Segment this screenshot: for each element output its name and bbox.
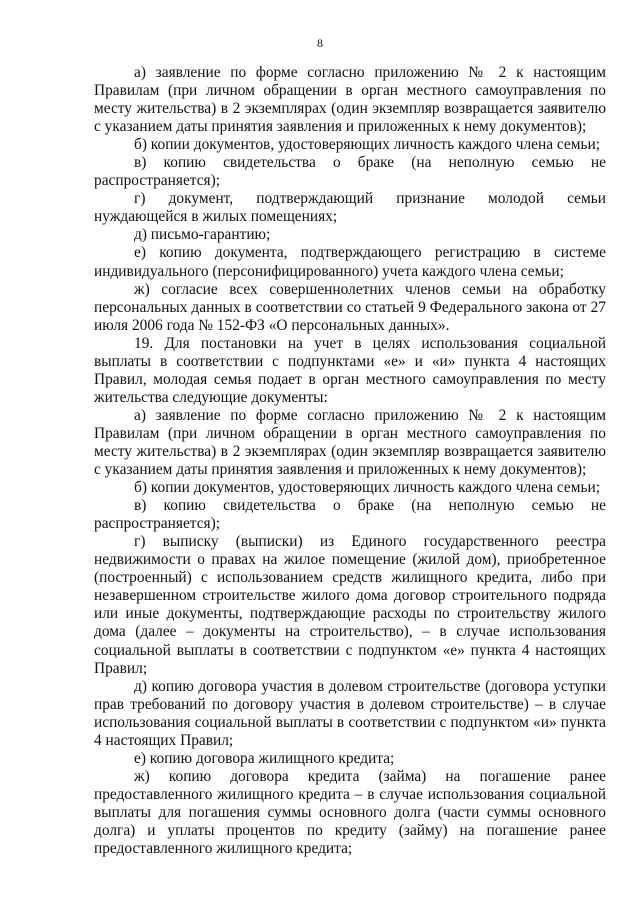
paragraph-1b: б) копии документов, удостоверяющих личность каждого члена семьи; bbox=[134, 136, 601, 154]
paragraph-2g: г) выписку (выписки) из Единого государственного реестра недвижимости о правах на жилое помещение (жилой дом), приобретенное (построенный) с использованием средств жилищного кредита, либо при незавершенном строительстве жилого дома договор строительного подряда или иные документы, подтверждающие расходы по строительству жилого дома (далее – документы на строительство), – в случае использования социальной выплаты в соответствии с подпунктом «е» пункта 4 настоящих Правил; bbox=[94, 533, 606, 677]
paragraph-19: 19. Для постановки на учет в целях использования социальной выплаты в соответствии с подпунктами «е» и «и» пункта 4 настоящих Правил, молодая семья подает в орган местного самоуправления по месту жительства следующие документы: bbox=[94, 334, 606, 406]
paragraph-1v: в) копию свидетельства о браке (на неполную семью не распространяется); bbox=[94, 154, 606, 190]
paragraph-1zh: ж) согласие всех совершеннолетних членов семьи на обработку персональных данных в соответствии со статьей 9 Федерального закона от 27 июля 2006 года № 152-ФЗ «О персональных данных». bbox=[94, 280, 606, 334]
paragraph-1d: д) письмо-гарантию; bbox=[134, 226, 271, 244]
paragraph-2a: а) заявление по форме согласно приложению № 2 к настоящим Правилам (при личном обращении в орган местного самоуправления по месту жительства) в 2 экземплярах (один экземпляр возвращается заявителю с указанием даты принятия заявления и приложенных к нему документов); bbox=[94, 406, 606, 479]
paragraph-1g: г) документ, подтверждающий признание молодой семьи нуждающейся в жилых помещениях; bbox=[94, 190, 606, 226]
paragraph-1e: е) копию документа, подтверждающего регистрацию в системе индивидуального (персонифицированного) учета каждого члена семьи; bbox=[94, 244, 606, 280]
page-number: 8 bbox=[317, 36, 323, 50]
document-body bbox=[94, 64, 606, 858]
paragraph-2b: б) копии документов, удостоверяющих личность каждого члена семьи; bbox=[134, 479, 601, 497]
paragraph-2d: д) копию договора участия в долевом строительстве (договора уступки прав требований по договору участия в долевом строительстве) – в случае использования социальной выплаты в соответствии с подпунктом «и» пункта 4 настоящих Правил; bbox=[94, 677, 606, 749]
paragraph-1a: а) заявление по форме согласно приложению № 2 к настоящим Правилам (при личном обращении в орган местного самоуправления по месту жительства) в 2 экземплярах (один экземпляр возвращается заявителю с указанием даты принятия заявления и приложенных к нему документов); bbox=[94, 64, 606, 136]
paragraph-2zh: ж) копию договора кредита (займа) на погашение ранее предоставленного жилищного кредита – в случае использования социальной выплаты для погашения суммы основного долга (части суммы основного долга) и уплаты процентов по кредиту (займу) на погашение ранее предоставленного жилищного кредита; bbox=[94, 767, 606, 858]
paragraph-2e: е) копию договора жилищного кредита; bbox=[134, 749, 395, 767]
paragraph-2v: в) копию свидетельства о браке (на неполную семью не распространяется); bbox=[94, 497, 606, 533]
